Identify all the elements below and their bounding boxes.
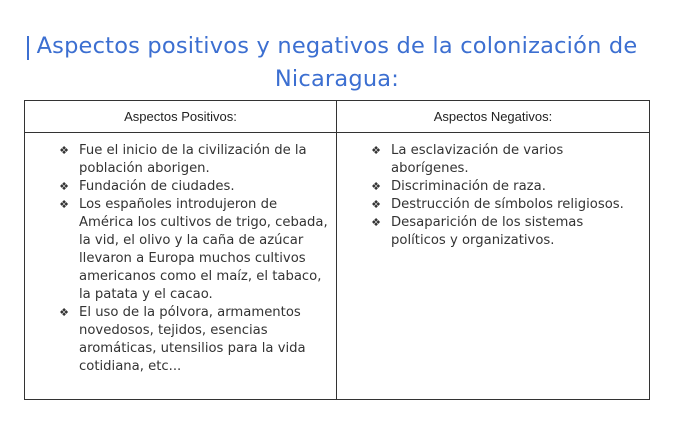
diamond-bullet-icon: ❖ [59,306,69,319]
positive-list [25,133,336,382]
page-title: Aspectos positivos y negativos de la colonización de Nicaragua: [36,33,638,92]
diamond-bullet-icon: ❖ [59,198,69,211]
diamond-bullet-icon: ❖ [371,180,381,193]
list-item: ❖ Fue el inicio de la civilización de la población aborigen. [25,142,328,178]
negative-cell [337,133,650,400]
diamond-bullet-icon: ❖ [371,144,381,157]
header-positive: Aspectos Positivos: [25,101,337,133]
list-item: ❖ Los españoles introdujeron de América los cultivos de trigo, cebada, la vid, el olivo y la caña de azúcar llevaron a Europa muchos cultivos americanos como el maíz, el tabaco, la patata y el cacao. [25,196,328,304]
positive-cell [25,133,337,400]
table-header-row [25,101,650,133]
aspects-table [24,100,650,400]
list-item: ❖ Discriminación de raza. [337,178,641,196]
table-body-row [25,133,650,400]
list-item: ❖ La esclavización de varios aborígenes. [337,142,641,178]
header-negative: Aspectos Negativos: [337,101,650,133]
list-item: ❖ El uso de la pólvora, armamentos novedosos, tejidos, esencias aromáticas, utensilios para la vida cotidiana, etc... [25,304,328,376]
negative-list [337,133,649,256]
diamond-bullet-icon: ❖ [59,180,69,193]
diamond-bullet-icon: ❖ [371,216,381,229]
list-item: ❖ Fundación de ciudades. [25,178,328,196]
list-item: ❖ Desaparición de los sistemas políticos y organizativos. [337,214,641,250]
diamond-bullet-icon: ❖ [371,198,381,211]
diamond-bullet-icon: ❖ [59,144,69,157]
list-item: ❖ Destrucción de símbolos religiosos. [337,196,641,214]
